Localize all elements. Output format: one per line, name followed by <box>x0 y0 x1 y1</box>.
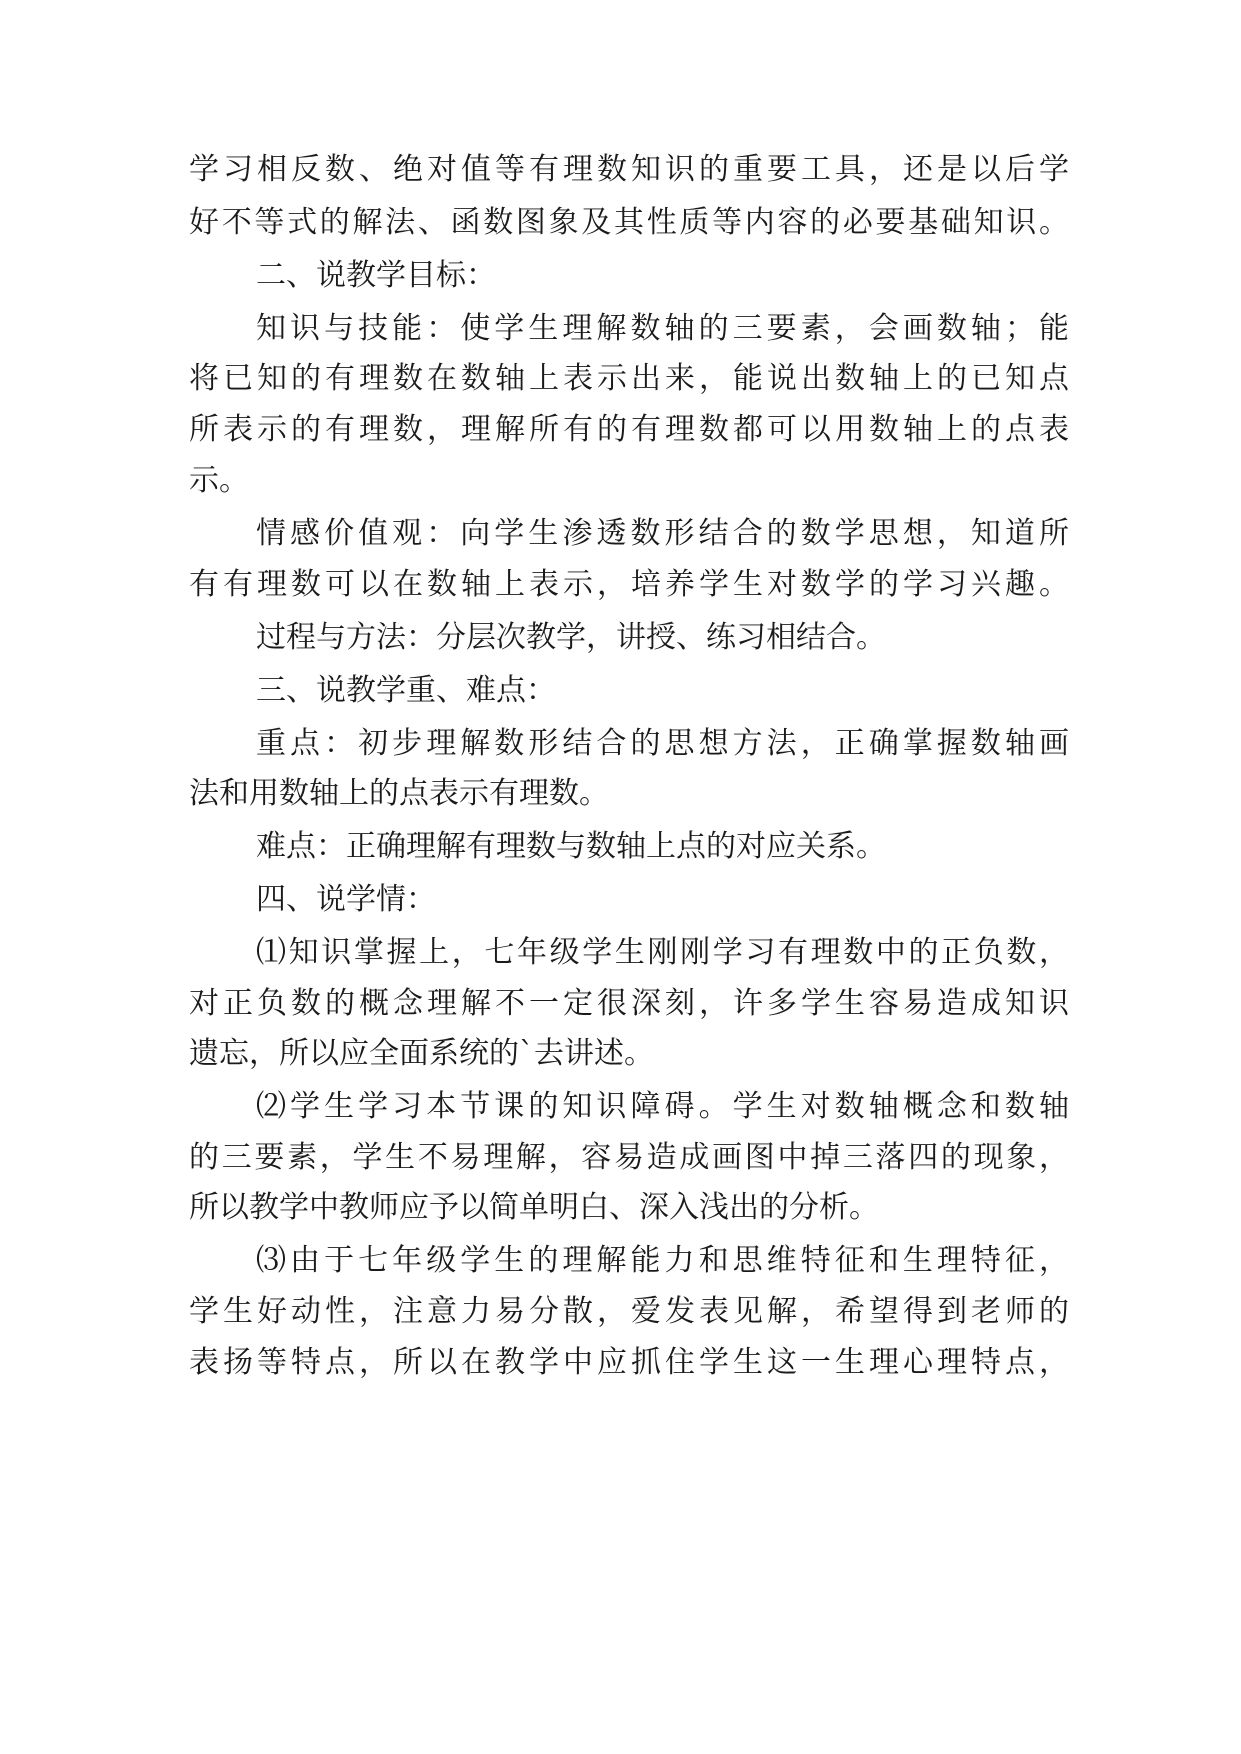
section-heading: 二、说教学目标： <box>256 258 496 293</box>
text-line: 的三要素，学生不易理解，容易造成画图中掉三落四的现象， <box>189 1140 1069 1175</box>
text-line: 有有理数可以在数轴上表示，培养学生对数学的学习兴趣。 <box>189 567 1069 602</box>
text-line: 所以教学中教师应予以简单明白、深入浅出的分析。 <box>189 1190 879 1225</box>
text-line: 对正负数的概念理解不一定很深刻，许多学生容易造成知识 <box>189 986 1069 1021</box>
text-line: 好不等式的解法、函数图象及其性质等内容的必要基础知识。 <box>189 205 1069 240</box>
text-line: 遗忘，所以应全面系统的`去讲述。 <box>189 1036 654 1071</box>
section-heading: 四、说学情： <box>256 882 436 917</box>
text-line: 示。 <box>189 463 249 498</box>
text-line: 过程与方法：分层次教学，讲授、练习相结合。 <box>256 620 886 655</box>
text-line: 所表示的有理数，理解所有的有理数都可以用数轴上的点表 <box>189 412 1069 447</box>
text-line: 学习相反数、绝对值等有理数知识的重要工具，还是以后学 <box>189 152 1069 187</box>
text-line: ⑶由于七年级学生的理解能力和思维特征和生理特征， <box>256 1243 1069 1278</box>
section-heading: 三、说教学重、难点： <box>256 673 556 708</box>
text-line: 难点：正确理解有理数与数轴上点的对应关系。 <box>256 829 886 864</box>
text-line: 学生好动性，注意力易分散，爱发表见解，希望得到老师的 <box>189 1294 1069 1329</box>
text-line: 情感价值观：向学生渗透数形结合的数学思想，知道所 <box>256 516 1069 551</box>
text-line: ⑴知识掌握上，七年级学生刚刚学习有理数中的正负数， <box>256 935 1069 970</box>
text-line: 重点：初步理解数形结合的思想方法，正确掌握数轴画 <box>256 726 1069 761</box>
text-line: 将已知的有理数在数轴上表示出来，能说出数轴上的已知点 <box>189 361 1069 396</box>
text-line: 法和用数轴上的点表示有理数。 <box>189 776 609 811</box>
text-line: 知识与技能：使学生理解数轴的三要素，会画数轴；能 <box>256 311 1069 346</box>
text-line: 表扬等特点，所以在教学中应抓住学生这一生理心理特点， <box>189 1345 1069 1380</box>
text-line: ⑵学生学习本节课的知识障碍。学生对数轴概念和数轴 <box>256 1089 1069 1124</box>
